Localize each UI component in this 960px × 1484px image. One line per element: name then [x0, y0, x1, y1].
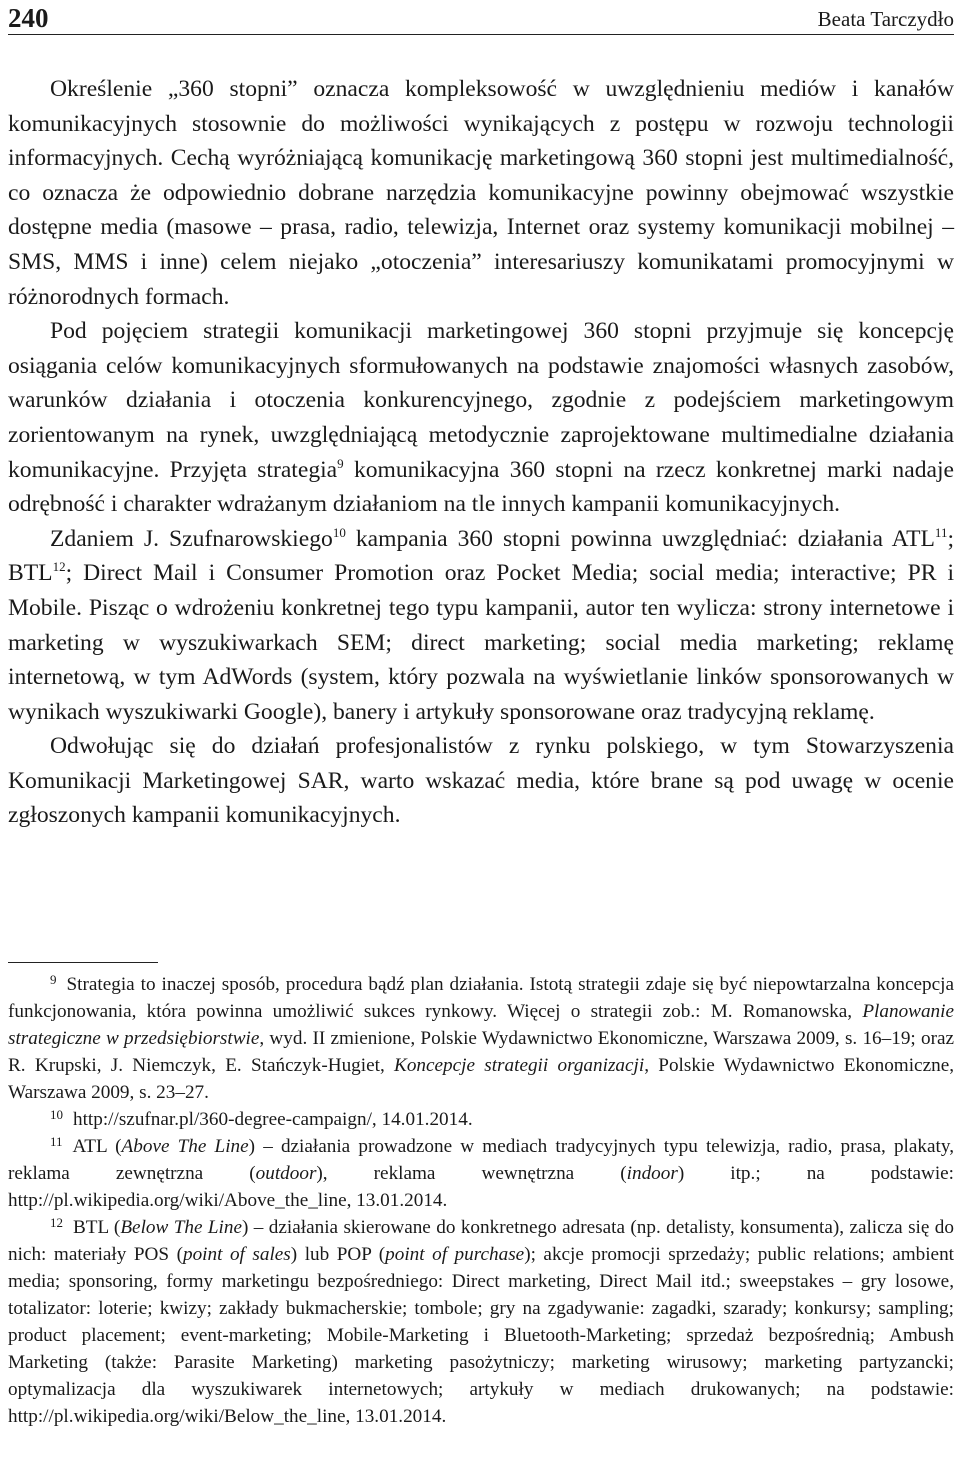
footnote-text: ) itp.; na podstawie: http://pl.wikipedia.org/wiki/Above_the_line, 13.01.2014.: [8, 1163, 954, 1211]
footnote-10: [8, 1106, 954, 1133]
footnote-9: [8, 971, 954, 1106]
cited-title: Koncepcje strategii organizacji: [394, 1055, 645, 1076]
footnote-mark: 9: [50, 972, 57, 987]
paragraph-text: ; BTL: [8, 525, 955, 587]
footnote-reference[interactable]: 9: [337, 455, 344, 471]
paragraph-sar: Odwołując się do działań profesjonalistów z rynku polskiego, w tym Stowarzyszenia Komunikacji Marketingowej SAR, warto wskazać media, które brane są pod uwagę w ocenie zgłoszonych kampanii komunikacyjnych.: [8, 733, 954, 829]
footnote-text: ); akcje promocji sprzedaży; public relations; ambient media; sponsoring, formy marketingu bezpośredniego: Direct marketing, Direct Mail itd.; sweepstakes – gry losowe, totalizator: loterie; kwizy; zakłady bukmacherskie; tombole; gry na zgadywanie: zagadki, szarady; konkursy; sampling; product placement; event-marketing; Mobile-Marketing i Bluetooth-Marketing; sprzedaż bezpośrednią; Ambush Marketing (także: Parasite Marketing) marketing pasożytniczy; marketing wirusowy; marketing partyzancki; optymalizacja dla wyszukiwarek internetowych; artykuły w mediach drukowanych; na podstawie: http://pl.wikipedia.org/wiki/Below_the_line, 13.01.2014.: [8, 1244, 954, 1427]
running-head-author: Beata Tarczydło: [817, 7, 954, 31]
paragraph-360-definition: Określenie „360 stopni” oznacza kompleksowość w uwzględnieniu mediów i kanałów komunikacyjnych stosownie do możliwości wynikających z postępu w rozwoju technologii informacyjnych. Cechą wyróżniającą komunikację marketingową 360 stopni jest multimedialność, co oznacza że odpowiednio dobrane narzędzia komunikacyjne powinny obejmować wszystkie dostępne media (masowe – prasa, radio, telewizja, Internet oraz systemy komunikacji mobilnej – SMS, MMS i inne) celem niejako „otoczenia” interesariuszy komunikatami promocyjnymi w różnorodnych formach.: [8, 76, 954, 310]
italic-term: outdoor: [255, 1163, 317, 1184]
body-text: [8, 72, 954, 833]
paragraph-text: ; Direct Mail i Consumer Promotion oraz Pocket Media; social media; interactive; PR i Mobile. Pisząc o wdrożeniu konkretnej tego typu kampanii, autor ten wylicza: strony internetowe i marketing w wyszukiwarkach SEM; direct marketing; social media marketing; reklamę internetową, w tym AdWords (system, który pozwala na wyświetlanie linków sponsorowanych w wynikach wyszukiwarki Google), banery i artykuły sponsorowane oraz tradycyjną reklamę.: [8, 560, 954, 725]
footnote-mark: 11: [50, 1134, 63, 1149]
footnote-text: ), reklama wewnętrzna (: [316, 1163, 627, 1184]
page-header: [8, 0, 954, 35]
italic-term: point of purchase: [385, 1244, 525, 1265]
footnote-separator: [8, 962, 158, 963]
italic-term: point of sales: [182, 1244, 291, 1265]
italic-term: Above The Line: [121, 1136, 249, 1157]
footnotes: [8, 971, 954, 1430]
footnote-text: ) lub POP (: [290, 1244, 386, 1265]
paragraph-text: Pod pojęciem strategii komunikacji marketingowej 360 stopni przyjmuje się koncepcję osiągania celów komunikacyjnych sformułowanych na podstawie znajomości własnych zasobów, warunków działania i otoczenia konkurencyjnego, zgodnie z podejściem marketingowym zorientowanym na rynek, uwzględniającą metodycznie zaprojektowane multimedialne działania komunikacyjne. Przyjęta strategia: [8, 318, 954, 483]
paragraph-text: kampania 360 stopni powinna uwzględniać: działania ATL: [345, 525, 935, 552]
footnote-mark: 10: [50, 1107, 63, 1122]
page-number: 240: [8, 3, 49, 33]
footnote-reference[interactable]: 10: [332, 524, 346, 540]
footnote-12: [8, 1214, 954, 1430]
footnote-text: Strategia to inaczej sposób, procedura bądź plan działania. Istotą strategii zdaje się być niepowtarzalna koncepcja funkcjonowania, która powinna umożliwić sukces rynkowy. Więcej o strategii zob.: M. Romanowska,: [8, 974, 954, 1022]
document-page: [8, 0, 954, 1484]
footnote-reference[interactable]: 11: [934, 524, 948, 540]
footnote-link[interactable]: http://szufnar.pl/360-degree-campaign/, 14.01.2014.: [73, 1109, 473, 1130]
footnote-text: ATL (: [72, 1136, 122, 1157]
footnote-mark: 12: [50, 1215, 63, 1230]
paragraph-szufnarowski: [8, 522, 954, 730]
italic-term: Below The Line: [120, 1217, 242, 1238]
footnote-text: BTL (: [73, 1217, 121, 1238]
footnote-reference[interactable]: 12: [52, 559, 66, 575]
italic-term: indoor: [626, 1163, 678, 1184]
paragraph-strategy-concept: [8, 314, 954, 522]
footnote-text: , Polskie Wydawnictwo Ekonomiczne, Warszawa 2009, s. 23–27.: [8, 1055, 955, 1103]
cited-title: Planowanie strategiczne w przedsiębiorstwie: [8, 1001, 954, 1049]
footnote-text: ) – działania skierowane do konkretnego adresata (np. detalisty, konsumenta), zalicza się do nich: materiały POS (: [8, 1217, 954, 1265]
footnote-text: ) – działania prowadzone w mediach tradycyjnych typu telewizja, radio, prasa, plakaty, reklama zewnętrzna (: [8, 1136, 954, 1184]
footnote-text: , wyd. II zmienione, Polskie Wydawnictwo Ekonomiczne, Warszawa 2009, s. 16–19; oraz R. Krupski, J. Niemczyk, E. Stańczyk-Hugiet,: [8, 1028, 955, 1076]
paragraph-text: Zdaniem J. Szufnarowskiego: [50, 525, 333, 552]
footnote-11: [8, 1133, 954, 1214]
paragraph-text: komunikacyjna 360 stopni na rzecz konkretnej marki nadaje odrębność i charakter wdrażanym działaniom na tle innych kampanii komunikacyjnych.: [8, 456, 954, 518]
